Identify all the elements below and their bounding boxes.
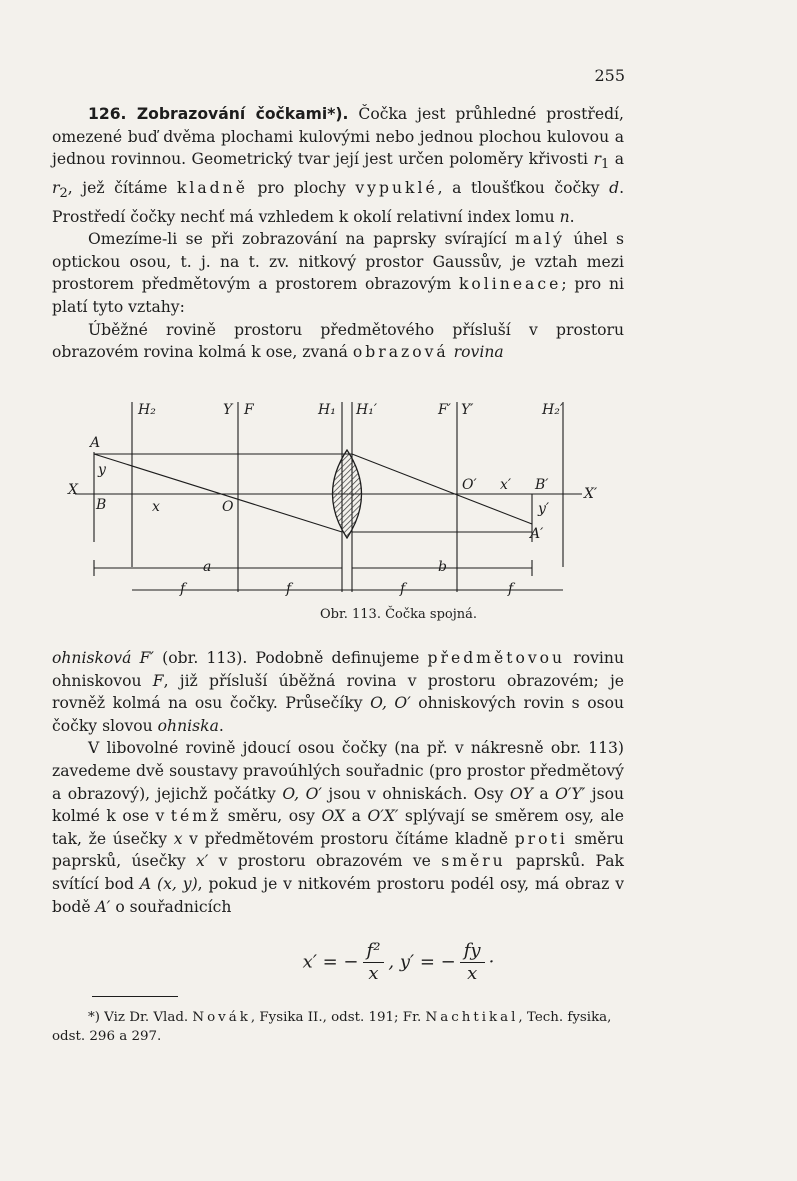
math-O: O, O′ bbox=[370, 694, 411, 713]
math-F: F bbox=[152, 671, 164, 690]
math-OYp: O′Y′ bbox=[555, 784, 586, 803]
spaced-word: témž bbox=[170, 807, 222, 826]
text-run: Čočka jest průhledné prostředí, omezené buď dvěma plochami kulovými nebo jednou plochou kulovou a jednou rovinnou. Geometrický tvar její jest určen poloměry křivosti bbox=[52, 105, 625, 169]
text-run: . bbox=[218, 716, 224, 735]
text-run: úhel s optickou osou, t. j. na t. zv. nitkový prostor Gaussův, je vztah mezi prostorem předmětovým a prostorem obrazovým bbox=[52, 230, 624, 294]
text-run: V libovolné rovině jdoucí osou čočky (na př. v nákresně obr. 113) zavedeme dvě soustavy pravoúhlých souřadnic (pro prostor předmětový a obrazový), jejichž počátky bbox=[52, 739, 624, 803]
italic-word: ohniska bbox=[157, 716, 219, 735]
text-run: v předmětovém prostoru čítáme kladně bbox=[182, 829, 515, 848]
spaced-word: Novák bbox=[192, 1010, 251, 1025]
label-y: y bbox=[98, 462, 106, 478]
label-f-1: f bbox=[180, 581, 186, 597]
text-run: , pokud je v nitkovém prostoru podél osy, má obraz v bodě bbox=[52, 874, 624, 916]
text-run: v prostoru obrazovém ve bbox=[208, 852, 442, 871]
lens-diagram bbox=[60, 392, 620, 617]
label-H2p: H₂′ bbox=[542, 402, 563, 418]
label-f-4: f bbox=[508, 581, 514, 597]
spaced-word: kolineace bbox=[458, 275, 562, 294]
formula-part: , y′ = − bbox=[388, 951, 456, 973]
figure-caption: Obr. 113. Čočka spojná. bbox=[319, 607, 478, 622]
label-H1: H₁ bbox=[318, 402, 336, 418]
formula-part: x′ = − bbox=[302, 951, 359, 973]
text-run: , již přísluší úběžná rovina v prostoru obrazovém; je rovněž kolmá na osu čočky. Průsečíky bbox=[52, 671, 625, 713]
label-O: O bbox=[222, 499, 234, 515]
numerator: f² bbox=[363, 940, 385, 963]
text-run: . bbox=[569, 207, 575, 226]
text-run: rovinu ohniskovou bbox=[52, 649, 625, 690]
denominator: x bbox=[467, 963, 478, 984]
label-X: X bbox=[68, 482, 78, 498]
footnote-text bbox=[52, 1008, 624, 1046]
text-run: , Tech. fysika, odst. 296 a 297. bbox=[52, 1010, 612, 1044]
text-run: paprsků. Pak svítící bod bbox=[52, 852, 624, 893]
label-H1p: H₁′ bbox=[356, 402, 377, 418]
section-heading: 126. Zobrazování čočkami*). bbox=[88, 105, 349, 123]
paragraph-4 bbox=[52, 647, 624, 737]
text-run: směru paprsků, úsečky bbox=[52, 829, 624, 871]
paragraph-1 bbox=[52, 103, 624, 228]
text-run: , Fysika II., odst. 191; Fr. bbox=[250, 1010, 426, 1025]
formula bbox=[0, 940, 797, 985]
ray-focal bbox=[94, 454, 342, 532]
section-text bbox=[52, 103, 624, 364]
label-Bp: B′ bbox=[535, 477, 549, 493]
label-a: a bbox=[203, 559, 212, 575]
fraction-1 bbox=[363, 940, 385, 985]
math-sub: 2 bbox=[59, 186, 68, 201]
text-run: a bbox=[345, 807, 368, 826]
label-H2: H₂ bbox=[138, 402, 156, 418]
text-run: , jež čítáme bbox=[67, 178, 177, 197]
footnote-rule bbox=[92, 996, 178, 997]
fraction-2 bbox=[460, 940, 485, 985]
label-Ap: A′ bbox=[530, 526, 544, 542]
italic-word: ohnisková bbox=[52, 649, 132, 667]
spaced-word: směru bbox=[441, 852, 506, 871]
label-Xp: X′ bbox=[584, 486, 598, 502]
text-run: splývají se směrem osy, ale tak, že úsečky bbox=[52, 807, 625, 848]
label-x: x bbox=[152, 499, 160, 515]
text-run: o souřadnicích bbox=[110, 897, 232, 916]
math-OXp: O′X′ bbox=[367, 807, 399, 826]
paragraph-2 bbox=[52, 228, 624, 318]
math-A: A (x, y) bbox=[139, 874, 198, 893]
numerator: fy bbox=[460, 940, 485, 963]
paragraph-3 bbox=[52, 319, 624, 364]
text-run: a bbox=[609, 150, 624, 169]
label-A: A bbox=[90, 435, 101, 451]
label-xp: x′ bbox=[500, 477, 512, 493]
label-Op: O′ bbox=[462, 477, 477, 493]
math-r2: r bbox=[52, 178, 60, 197]
label-Fp: F′ bbox=[438, 402, 451, 418]
footnote bbox=[52, 1008, 624, 1046]
label-yp: y′ bbox=[538, 501, 550, 517]
math-x: x bbox=[173, 829, 183, 848]
spaced-word: obrazová bbox=[352, 343, 449, 362]
denominator: x bbox=[368, 963, 379, 984]
convex-lens bbox=[333, 450, 362, 538]
text-run: ohniskových rovin s osou čočky slovou bbox=[52, 694, 625, 735]
label-Yp: Y′ bbox=[461, 402, 474, 418]
formula-part: · bbox=[488, 951, 495, 973]
label-B: B bbox=[96, 497, 107, 513]
text-run: , a tloušťkou čočky bbox=[437, 178, 610, 197]
spaced-word: vypuklé bbox=[355, 178, 438, 197]
label-f-3: f bbox=[400, 581, 406, 597]
text-run: Úběžné rovině prostoru předmětového přísluší v prostoru obrazovém rovina kolmá k ose, zvaná bbox=[52, 320, 624, 362]
label-Y: Y bbox=[223, 402, 233, 418]
text-run: jsou v ohniskách. Osy bbox=[321, 784, 510, 803]
math-d: d bbox=[609, 178, 620, 197]
text-run: a bbox=[532, 784, 556, 803]
text-run: ; pro ni platí tyto vztahy: bbox=[52, 275, 624, 316]
text-run: . Prostředí čočky nechť má vzhledem k okolí relativní index lomu bbox=[52, 178, 625, 226]
label-b: b bbox=[438, 559, 447, 575]
spaced-word: malý bbox=[515, 230, 565, 249]
spaced-word: proti bbox=[514, 829, 568, 848]
label-f-2: f bbox=[286, 581, 292, 597]
page-number: 255 bbox=[594, 66, 625, 85]
math-Ap: A′ bbox=[95, 897, 111, 916]
math-xp: x′ bbox=[196, 852, 209, 871]
math-r1: r bbox=[593, 150, 601, 169]
text-run: jsou kolmé k ose v bbox=[52, 784, 625, 826]
math-O: O, O′ bbox=[282, 784, 322, 803]
text-run: pro plochy bbox=[247, 178, 356, 197]
spaced-word: předmětovou bbox=[427, 649, 566, 667]
text-run: směru, osy bbox=[221, 807, 322, 826]
text-run: Omezíme-li se při zobrazování na paprsky svírající bbox=[88, 230, 516, 249]
spaced-word: Nachtikal bbox=[425, 1010, 519, 1025]
label-F: F bbox=[244, 402, 254, 418]
spaced-word: kladně bbox=[176, 178, 248, 197]
text-run: *) Viz Dr. Vlad. bbox=[88, 1010, 193, 1025]
text-run: (obr. 113). Podobně definujeme bbox=[153, 649, 428, 667]
math-OX: OX bbox=[321, 807, 346, 826]
math-OY: OY bbox=[509, 784, 533, 803]
continuation-text bbox=[52, 647, 624, 918]
paragraph-5 bbox=[52, 737, 624, 918]
math-sub: 1 bbox=[600, 157, 610, 173]
math-n: n bbox=[559, 207, 570, 226]
italic-word: rovina bbox=[448, 343, 504, 362]
math-Fp: F′ bbox=[131, 649, 154, 667]
